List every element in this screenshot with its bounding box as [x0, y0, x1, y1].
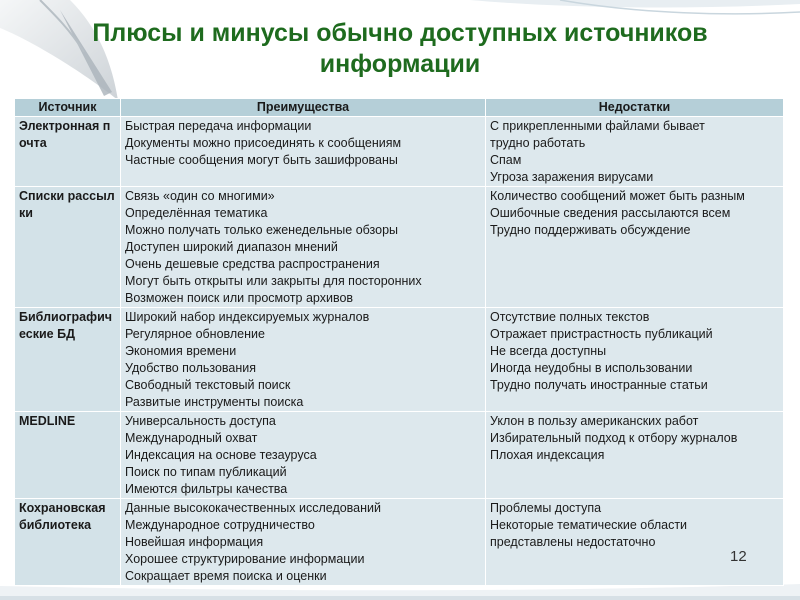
slide-title: Плюсы и минусы обычно доступных источников информации [92, 19, 708, 78]
pros-item: Доступен широкий диапазон мнений [125, 240, 338, 254]
pros-item: Поиск по типам публикаций [125, 465, 287, 479]
cons-item: Ошибочные сведения рассылаются всем [490, 206, 731, 220]
pros-cell [121, 499, 486, 586]
cons-item: Плохая индексация [490, 448, 605, 462]
cons-item: Количество сообщений может быть разным [490, 189, 745, 203]
pros-cell [121, 187, 486, 308]
table-row [15, 308, 784, 412]
pros-item: Удобство пользования [125, 361, 257, 375]
pros-item: Индексация на основе тезауруса [125, 448, 317, 462]
cons-item: Некоторые тематические области представлены недостаточно [490, 518, 688, 549]
pros-item: Возможен поиск или просмотр архивов [125, 291, 354, 305]
cons-cell [486, 412, 784, 499]
table-row [15, 499, 784, 586]
cons-item: Спам [490, 153, 522, 167]
table-header-row [15, 99, 784, 117]
cons-item: Трудно поддерживать обсуждение [490, 223, 691, 237]
cons-item: Трудно получать иностранные статьи [490, 378, 708, 392]
pros-item: Свободный текстовый поиск [125, 378, 291, 392]
table-row [15, 187, 784, 308]
pros-item: Регулярное обновление [125, 327, 265, 341]
cons-item: Отсутствие полных текстов [490, 310, 650, 324]
cons-item: Угроза заражения вирусами [490, 170, 654, 184]
pros-item: Быстрая передача информации [125, 119, 312, 133]
pros-item: Частные сообщения могут быть зашифрованы [125, 153, 398, 167]
column-header-cons: Недостатки [486, 99, 784, 117]
table-row [15, 117, 784, 187]
source-cell: MEDLINE [15, 412, 121, 499]
pros-item: Связь «один со многими» [125, 189, 275, 203]
sources-table [14, 98, 784, 586]
pros-item: Можно получать только еженедельные обзоры [125, 223, 399, 237]
pros-cell [121, 117, 486, 187]
cons-item: Не всегда доступны [490, 344, 607, 358]
column-header-pros: Преимущества [121, 99, 486, 117]
source-cell: Кохрановская библиотека [15, 499, 121, 586]
pros-item: Экономия времени [125, 344, 237, 358]
source-cell: Электронная почта [15, 117, 121, 187]
cons-item: С прикрепленными файлами бывает трудно работать [490, 119, 705, 150]
table-row [15, 412, 784, 499]
column-header-source: Источник [15, 99, 121, 117]
pros-item: Международное сотрудничество [125, 518, 315, 532]
pros-item: Универсальность доступа [125, 414, 276, 428]
cons-item: Отражает пристрастность публикаций [490, 327, 713, 341]
pros-item: Широкий набор индексируемых журналов [125, 310, 370, 324]
pros-item: Очень дешевые средства распространения [125, 257, 380, 271]
cons-cell [486, 187, 784, 308]
source-cell: Списки рассылки [15, 187, 121, 308]
pros-item: Имеются фильтры качества [125, 482, 288, 496]
pros-item: Новейшая информация [125, 535, 264, 549]
pros-cell [121, 412, 486, 499]
pros-item: Данные высококачественных исследований [125, 501, 382, 515]
pros-item: Могут быть открыты или закрыты для посторонних [125, 274, 422, 288]
cons-item: Избирательный подход к отбору журналов [490, 431, 738, 445]
pros-item: Определённая тематика [125, 206, 268, 220]
cons-cell [486, 499, 784, 586]
cons-item: Уклон в пользу американских работ [490, 414, 699, 428]
cons-cell [486, 117, 784, 187]
pros-item: Международный охват [125, 431, 258, 445]
pros-item: Документы можно присоединять к сообщениям [125, 136, 402, 150]
source-cell: Библиографические БД [15, 308, 121, 412]
page-number: 12 [730, 548, 747, 565]
cons-item: Иногда неудобны в использовании [490, 361, 693, 375]
pros-cell [121, 308, 486, 412]
cons-cell [486, 308, 784, 412]
pros-item: Развитые инструменты поиска [125, 395, 304, 409]
pros-item: Сокращает время поиска и оценки [125, 569, 327, 583]
bottom-decoration [0, 590, 800, 600]
pros-item: Хорошее структурирование информации [125, 552, 365, 566]
cons-item: Проблемы доступа [490, 501, 602, 515]
